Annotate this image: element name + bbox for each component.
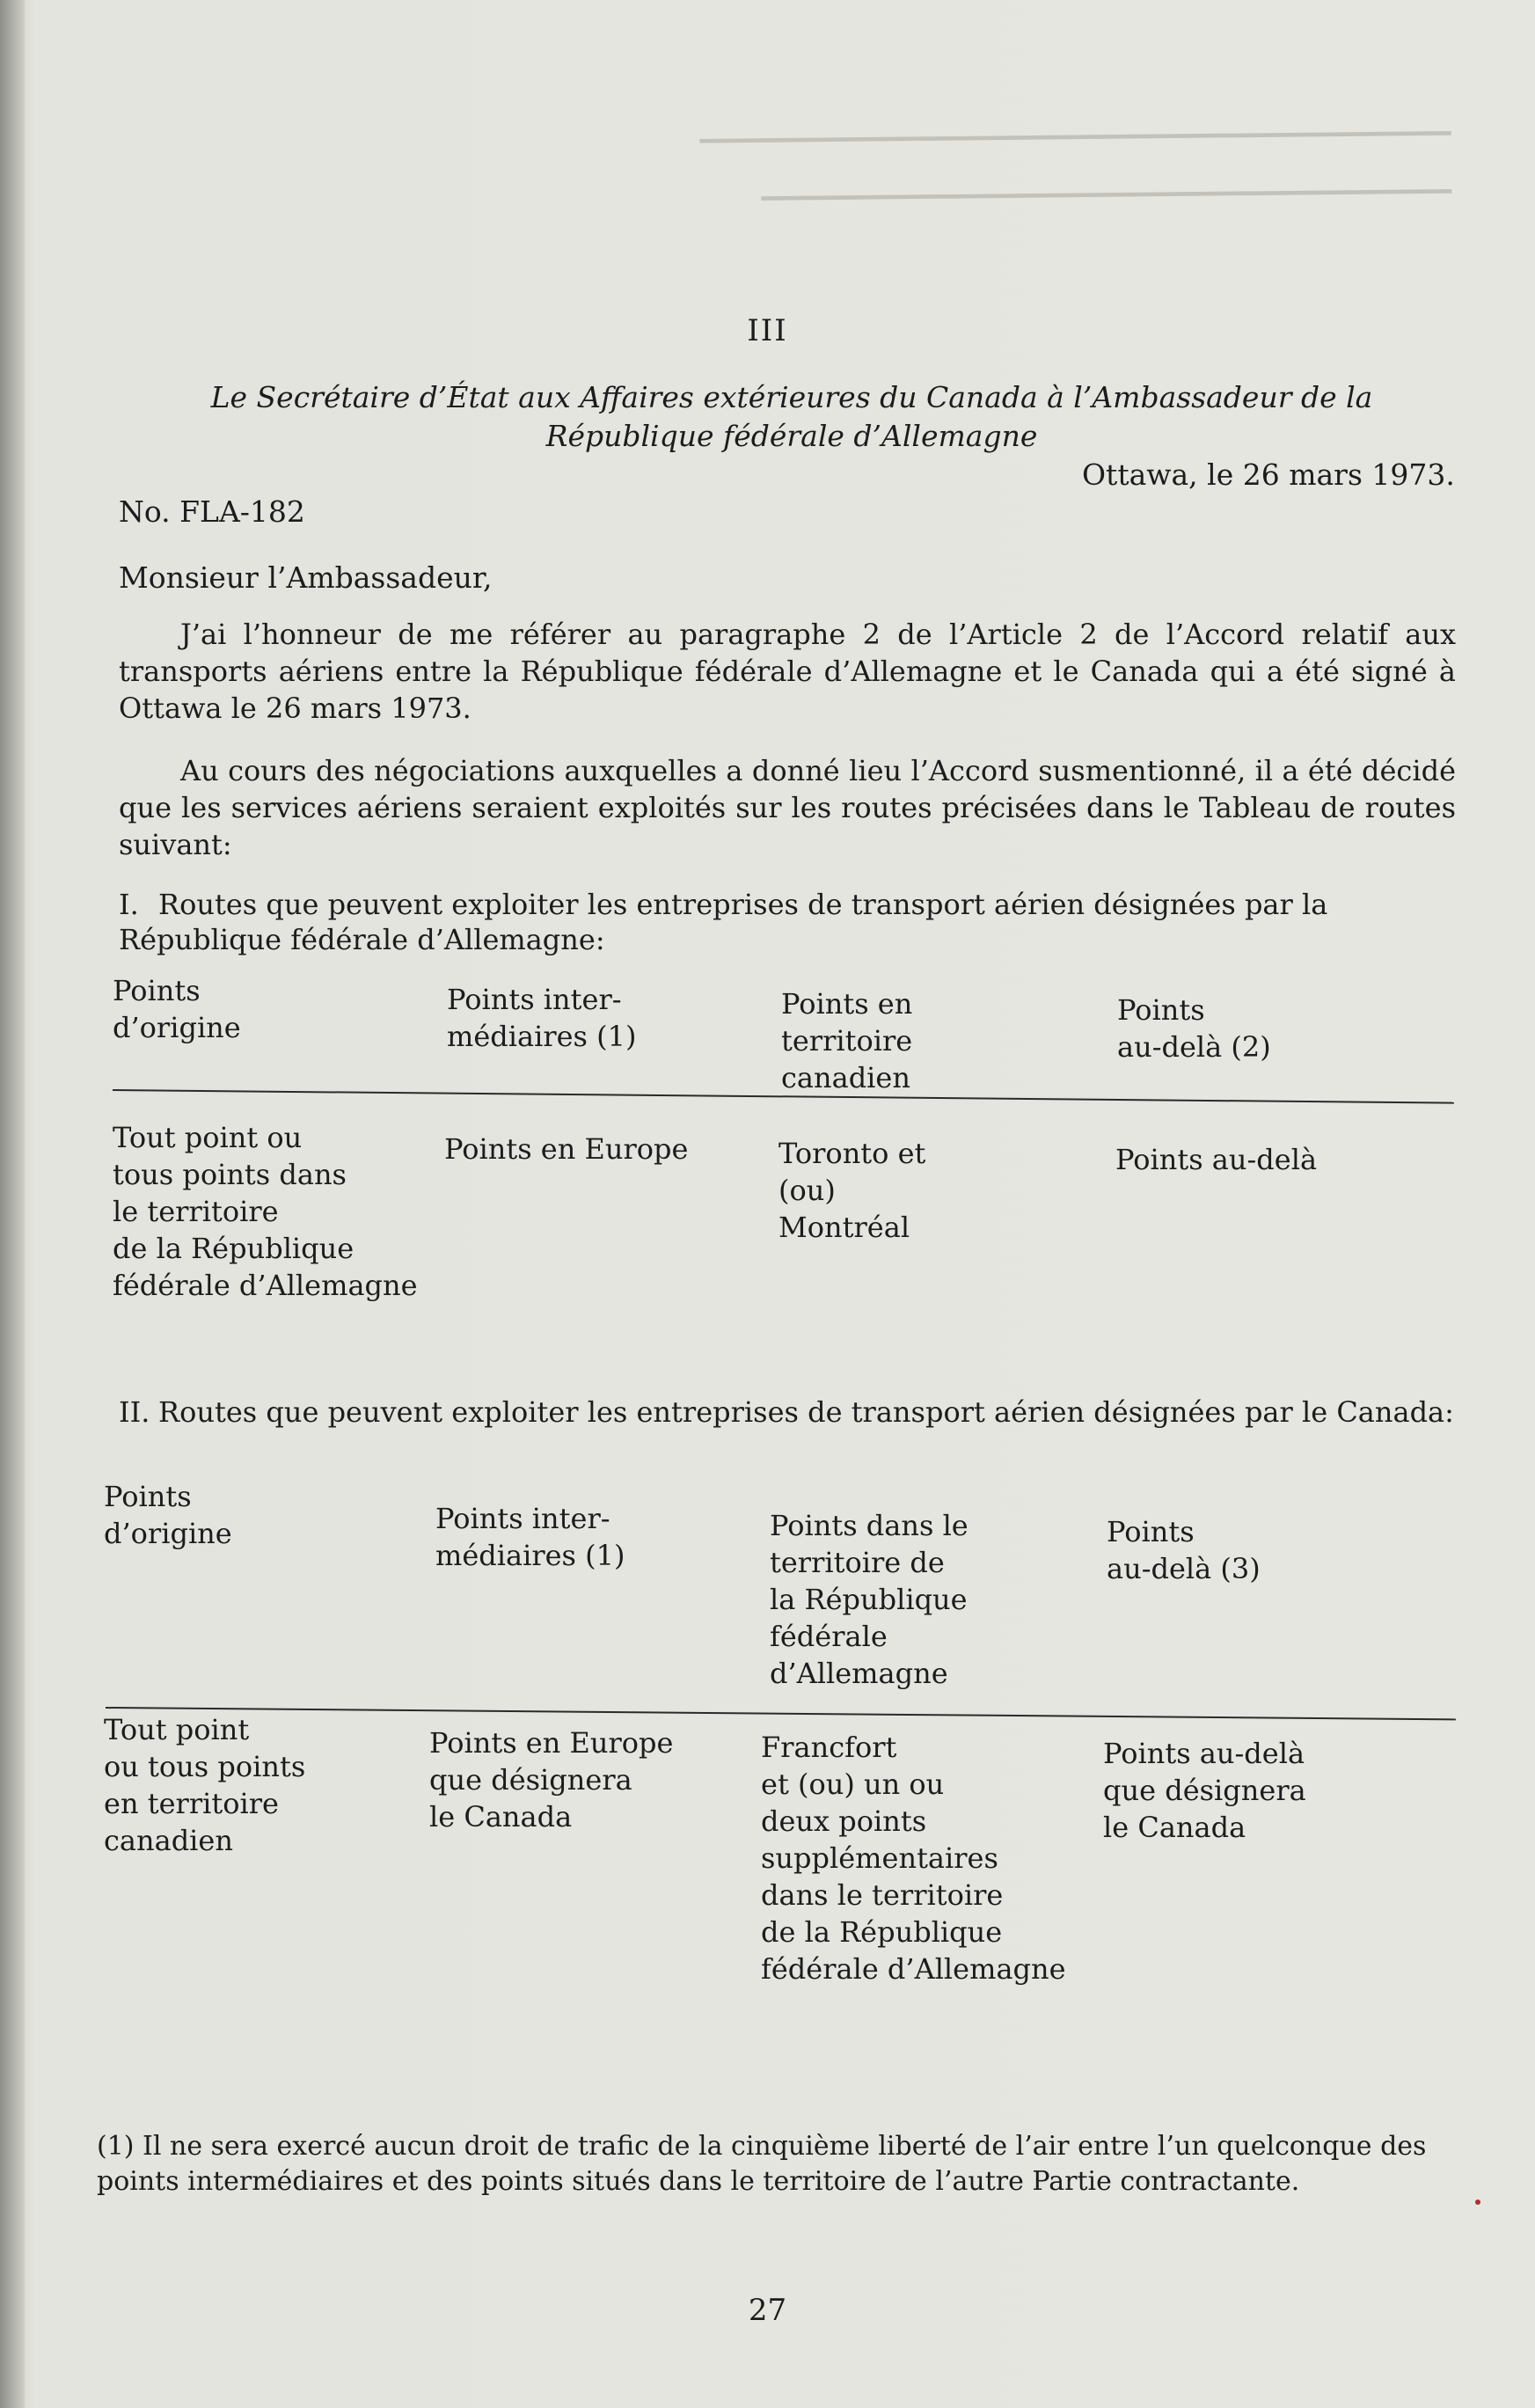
section-roman-numeral: III: [747, 313, 788, 348]
section-2-title: [119, 1394, 1456, 1430]
letter-heading: Le Secrétaire d’État aux Affaires extérieures du Canada à l’Ambassadeur de la République fédérale d’Allemagne: [210, 380, 1373, 453]
dateline: Ottawa, le 26 mars 1973.: [1082, 457, 1455, 492]
section-2-number: II.: [119, 1395, 150, 1429]
ink-mark: [1475, 2199, 1480, 2205]
table2-cell-germany: Francfort et (ou) un ou deux points supplémentaires dans le territoire de la République fédérale d’Allemagne: [761, 1731, 1066, 1986]
table1-cell-canada: Toronto et (ou) Montréal: [778, 1137, 926, 1244]
table2-header-germany: Points dans le territoire de la République fédérale d’Allemagne: [770, 1509, 969, 1690]
table2-cell-beyond: Points au-delà que désignera le Canada: [1103, 1737, 1306, 1844]
paragraph-2: [119, 752, 1456, 863]
table1-header-canada: Points en territoire canadien: [781, 987, 913, 1094]
table1-cell-origin: Tout point ou tous points dans le territoire de la République fédérale d’Allemagne: [113, 1121, 418, 1302]
section-1-title: [119, 887, 1456, 957]
book-spine-shadow: [0, 0, 25, 2408]
paragraph-1: [119, 616, 1456, 727]
reference-number: No. FLA-182: [119, 494, 305, 529]
table2-header-beyond: Points au-delà (3): [1107, 1515, 1261, 1585]
section-2-title-text: Routes que peuvent exploiter les entreprises de transport aérien désignées par le Canada:: [158, 1395, 1454, 1429]
footnote-1: (1) Il ne sera exercé aucun droit de trafic de la cinquième liberté de l’air entre l’un quelconque des points intermédiaires et des points situés dans le territoire de l’autre Partie contractante.: [97, 2131, 1427, 2197]
page-number: 27: [748, 2293, 787, 2328]
table1-header-beyond: Points au-delà (2): [1117, 993, 1271, 1064]
table2-header-intermediate: Points inter- médiaires (1): [435, 1502, 625, 1572]
paragraph-1-text: J’ai l’honneur de me référer au paragraphe 2 de l’Article 2 de l’Accord relatif aux transports aériens entre la République fédérale d’Allemagne et le Canada qui a été signé à Ottawa le 26 mars 1973.: [119, 618, 1456, 725]
table1-cell-intermediate: Points en Europe: [444, 1132, 689, 1166]
table2-cell-intermediate: Points en Europe que désignera le Canada: [429, 1726, 674, 1833]
section-1-title-text: Routes que peuvent exploiter les entreprises de transport aérien désignées par la République fédérale d’Allemagne:: [119, 888, 1328, 956]
table2-header-origin: Points d’origine: [104, 1480, 232, 1550]
table1-header-intermediate: Points inter- médiaires (1): [447, 983, 637, 1053]
paragraph-2-text: Au cours des négociations auxquelles a donné lieu l’Accord susmentionné, il a été décidé que les services aériens seraient exploités sur les routes précisées dans le Tableau de routes suivant:: [119, 754, 1456, 861]
table1-header-origin: Points d’origine: [113, 974, 241, 1044]
table2-cell-origin: Tout point ou tous points en territoire canadien: [104, 1713, 306, 1857]
table2-divider: [106, 1707, 1456, 1720]
salutation: Monsieur l’Ambassadeur,: [119, 560, 493, 595]
table1-cell-beyond: Points au-delà: [1115, 1143, 1318, 1176]
section-1-number: I.: [119, 888, 139, 921]
bleed-through-texture: ▔▔▔▔▔▔▔▔▔▔▔▔▔▔▔▔▔▔▔▔▔▔▔▔▔▔▔▔▔▔▔▔▔▔▔▔▔ ▔▔▔▔▔▔▔▔▔▔▔▔▔▔▔▔▔▔▔▔▔▔▔▔▔▔▔▔▔▔▔▔▔▔: [699, 132, 1452, 229]
